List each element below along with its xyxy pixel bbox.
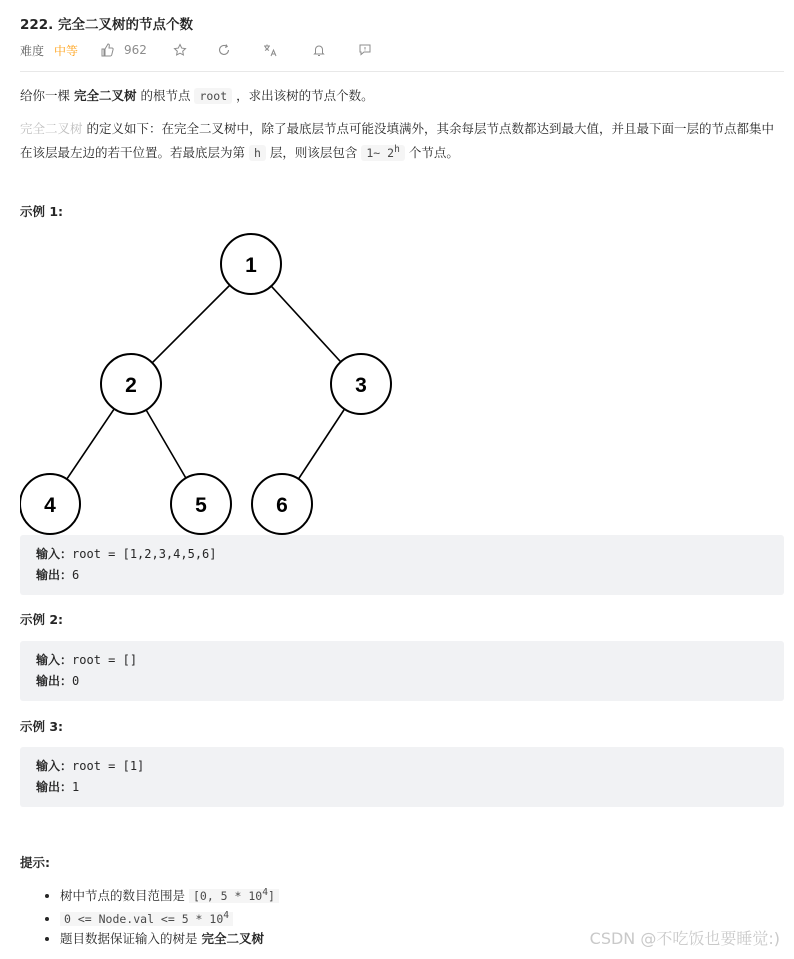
example-tree-diagram xyxy=(20,228,400,538)
description-paragraph-2 xyxy=(20,118,784,164)
tree-node-label: 2 xyxy=(125,374,137,397)
hint-item xyxy=(60,883,279,906)
input-label: 输入： xyxy=(36,653,73,667)
range-base: 1~ 2 xyxy=(366,145,395,160)
hint-item xyxy=(60,906,279,929)
header-divider xyxy=(20,71,784,72)
thumbs-up-icon[interactable] xyxy=(100,43,114,57)
hint-code-end: ] xyxy=(268,888,275,903)
difficulty-badge: 中等 xyxy=(54,43,79,58)
hint-code xyxy=(189,889,279,903)
description-paragraph-1 xyxy=(20,85,784,107)
tree-node-label: 5 xyxy=(195,494,207,517)
csdn-watermark: CSDN @不吃饭也要睡觉:) xyxy=(589,929,780,948)
hint-code-exp: 4 xyxy=(223,909,230,921)
hint-text: 题目数据保证输入的树是 xyxy=(60,930,202,946)
h-code: h xyxy=(249,145,266,161)
difficulty-label: 难度 xyxy=(20,43,45,58)
hints-list xyxy=(20,883,279,948)
complete-tree-link[interactable]: 完全二叉树 xyxy=(20,121,83,136)
hint-code-exp: 4 xyxy=(262,887,269,898)
example-2-heading: 示例 2: xyxy=(20,612,64,627)
problem-title: 222. 完全二叉树的节点个数 xyxy=(20,17,194,33)
input-value: root = [1] xyxy=(72,759,145,773)
example-1-heading: 示例 1: xyxy=(20,204,64,219)
desc-text: 层，则该层包含 xyxy=(265,144,362,160)
example-3-block xyxy=(20,747,784,807)
hint-code-base: [0, 5 * 10 xyxy=(192,888,263,903)
feedback-icon[interactable] xyxy=(358,43,372,57)
input-label: 输入： xyxy=(36,547,73,561)
desc-bold-term: 完全二叉树 xyxy=(73,88,137,103)
problem-meta-bar xyxy=(20,40,372,60)
desc-text: ，求出该树的节点个数。 xyxy=(232,88,374,103)
example-3-heading: 示例 3: xyxy=(20,719,64,734)
hints-heading: 提示: xyxy=(20,855,50,870)
tree-node-label: 6 xyxy=(276,494,288,517)
hint-bold: 完全二叉树 xyxy=(201,930,264,946)
hint-text: 树中节点的数目范围是 xyxy=(60,887,189,903)
example-2-block xyxy=(20,641,784,701)
desc-text: 个节点。 xyxy=(404,144,459,160)
share-icon[interactable] xyxy=(217,43,231,57)
desc-text: 给你一棵 xyxy=(20,88,74,103)
input-label: 输入： xyxy=(36,759,73,773)
range-exponent: h xyxy=(394,144,400,155)
tree-node-label: 4 xyxy=(44,494,56,517)
hint-code-base: 0 <= Node.val <= 5 * 10 xyxy=(64,911,224,926)
output-label: 输出： xyxy=(36,780,73,794)
hint-item xyxy=(60,929,279,948)
star-icon[interactable] xyxy=(173,43,187,57)
output-value: 1 xyxy=(72,780,80,794)
output-label: 输出： xyxy=(36,674,73,688)
root-code: root xyxy=(194,88,232,104)
output-label: 输出： xyxy=(36,568,73,582)
input-value: root = [1,2,3,4,5,6] xyxy=(72,547,217,561)
desc-text: 的定义如下：在完全二叉树中，除了最底层节点可能没填满外，其余每层节点数都达到最大值，并且最下面一层的节点都集中在该层最左边的若干位置。若最底层为第 xyxy=(20,121,774,160)
tree-node-label: 3 xyxy=(355,374,367,397)
translate-icon[interactable] xyxy=(263,43,278,57)
input-value: root = [] xyxy=(72,653,138,667)
example-1-block xyxy=(20,535,784,595)
output-value: 6 xyxy=(72,568,80,582)
tree-node-label: 1 xyxy=(245,254,257,277)
desc-text: 的根节点 xyxy=(136,88,195,103)
output-value: 0 xyxy=(72,674,80,688)
range-code xyxy=(361,145,404,161)
hint-code xyxy=(60,909,233,926)
like-count: 962 xyxy=(124,43,147,57)
bell-icon[interactable] xyxy=(312,43,326,57)
